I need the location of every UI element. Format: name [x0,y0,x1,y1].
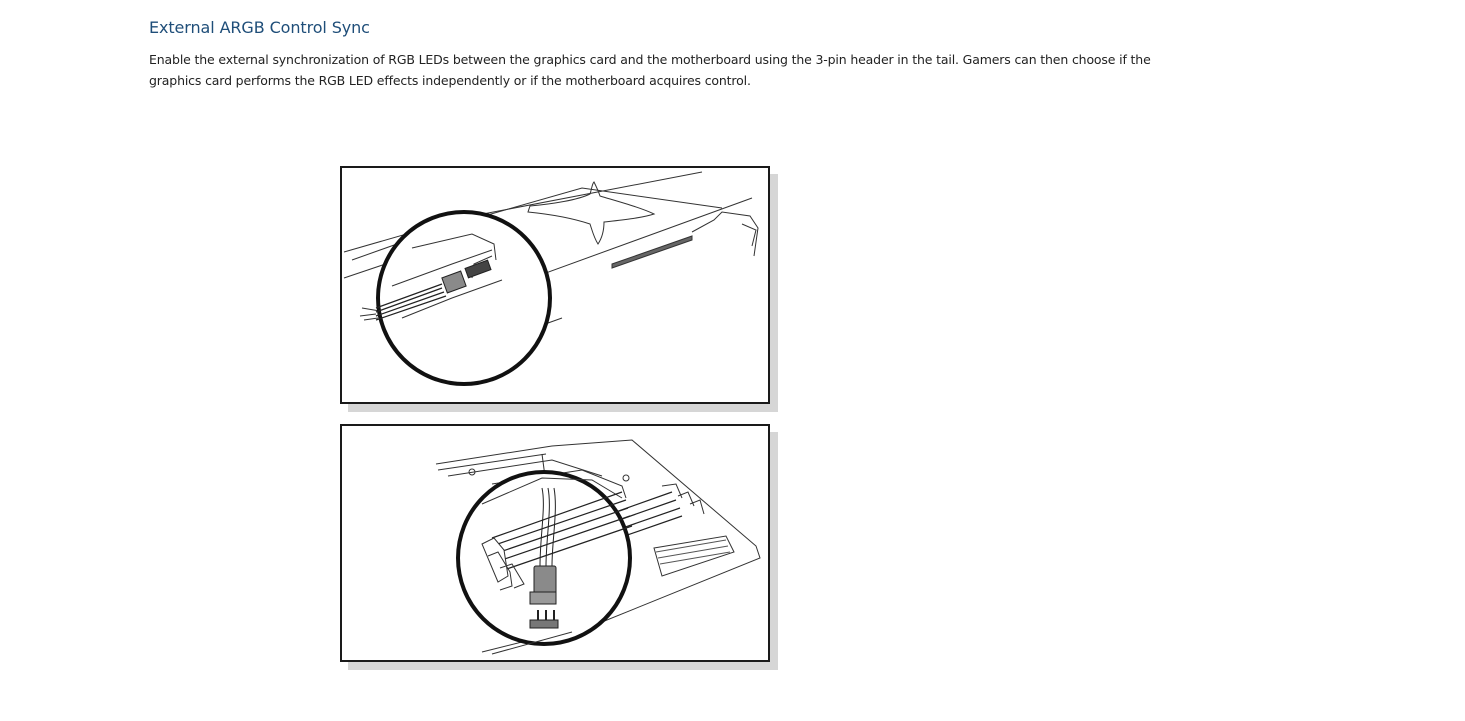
motherboard-figure [340,424,770,662]
graphics-card-illustration [342,168,768,402]
section-title: External ARGB Control Sync [149,18,370,37]
section-description: Enable the external synchronization of RGB LEDs between the graphics card and the motherboard using the 3-pin header in the tail. Gamers can then choose if the graphics card performs the RGB LED effects independently or if the motherboard acquires control. [149,52,1151,88]
graphics-card-figure [340,166,770,404]
motherboard-illustration [342,426,768,660]
